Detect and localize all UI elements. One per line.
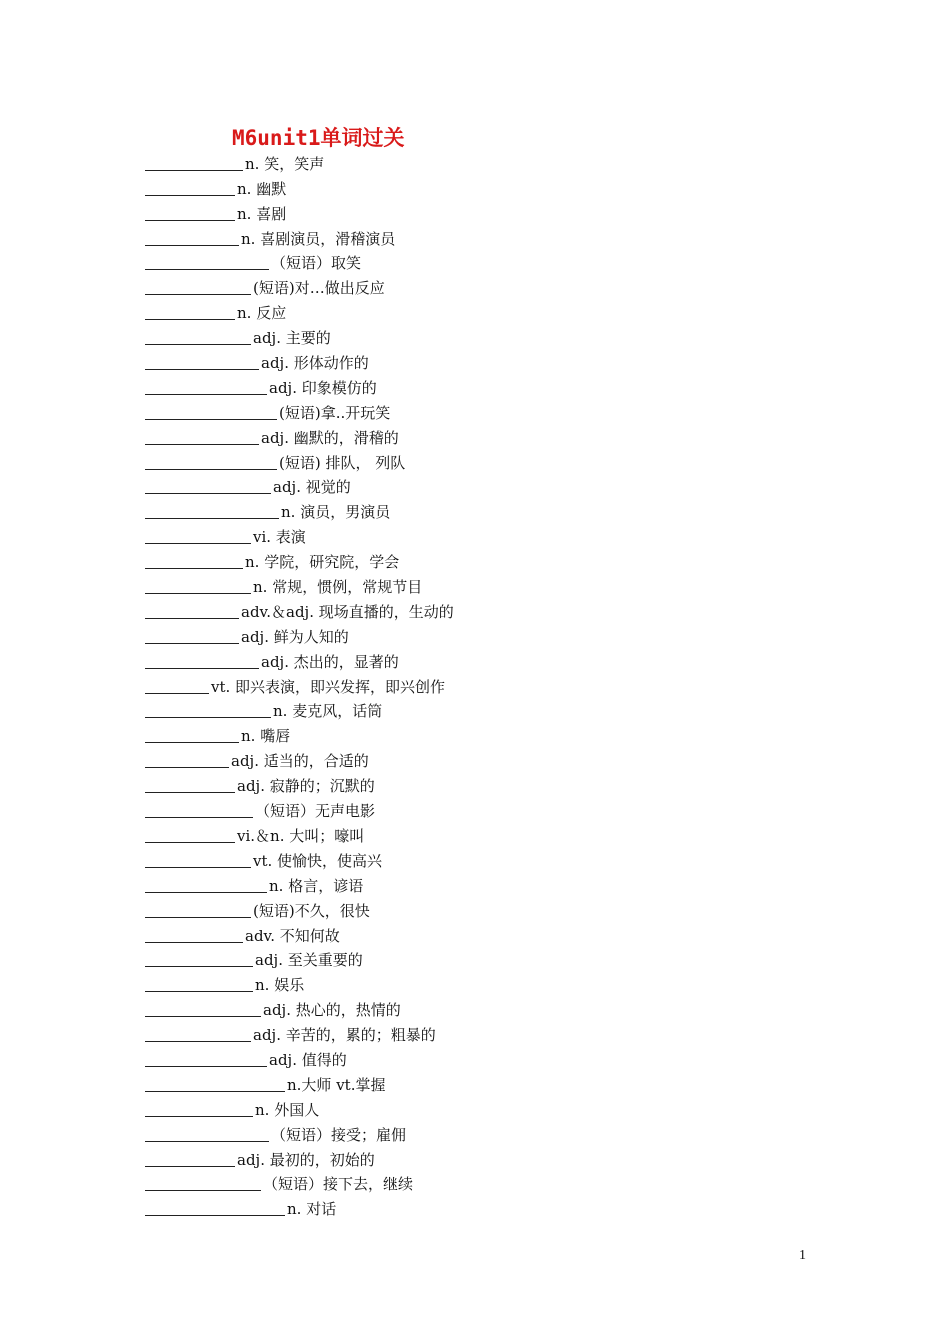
vocab-definition: adj. 杰出的，显著的 (261, 652, 399, 671)
vocab-item (145, 621, 454, 646)
answer-blank[interactable] (145, 577, 251, 594)
answer-blank[interactable] (145, 1050, 267, 1067)
answer-blank[interactable] (145, 328, 251, 345)
vocab-item (145, 148, 454, 173)
vocab-definition: （短语）接下去，继续 (263, 1175, 414, 1194)
vocab-definition: adj. 值得的 (269, 1050, 347, 1069)
page-number: 1 (799, 1248, 806, 1263)
answer-blank[interactable] (145, 926, 243, 943)
vocab-item (145, 173, 454, 198)
answer-blank[interactable] (145, 1174, 261, 1191)
answer-blank[interactable] (145, 975, 253, 992)
vocab-item (145, 422, 454, 447)
vocab-definition: adv.＆adj. 现场直播的，生动的 (241, 602, 454, 621)
answer-blank[interactable] (145, 701, 271, 718)
answer-blank[interactable] (145, 204, 235, 221)
vocab-definition: n. 常规，惯例，常规节目 (253, 578, 423, 597)
answer-blank[interactable] (145, 652, 259, 669)
vocab-item (145, 1169, 454, 1194)
vocab-definition: （短语）无声电影 (255, 802, 376, 821)
vocab-definition: n. 学院，研究院，学会 (245, 553, 400, 572)
vocab-definition: (短语)不久，很快 (253, 901, 370, 920)
vocab-definition: n. 喜剧 (237, 204, 287, 223)
answer-blank[interactable] (145, 403, 277, 420)
vocab-item (145, 845, 454, 870)
vocab-item (145, 198, 454, 223)
vocab-definition: adv. 不知何故 (245, 926, 340, 945)
vocab-item (145, 820, 454, 845)
vocab-item (145, 1119, 454, 1144)
vocab-definition: n. 娱乐 (255, 976, 305, 995)
answer-blank[interactable] (145, 950, 253, 967)
answer-blank[interactable] (145, 502, 279, 519)
answer-blank[interactable] (145, 1025, 251, 1042)
vocab-item (145, 994, 454, 1019)
vocab-definition: (短语)拿..开玩笑 (279, 403, 391, 422)
answer-blank[interactable] (145, 253, 269, 270)
vocab-item (145, 945, 454, 970)
vocab-item (145, 1019, 454, 1044)
vocab-item (145, 248, 454, 273)
vocab-item (145, 521, 454, 546)
vocab-definition: adj. 适当的，合适的 (231, 752, 369, 771)
vocab-definition: n. 幽默 (237, 179, 287, 198)
answer-blank[interactable] (145, 353, 259, 370)
vocab-item (145, 1193, 454, 1218)
answer-blank[interactable] (145, 851, 251, 868)
vocab-definition: （短语）取笑 (271, 254, 362, 273)
answer-blank[interactable] (145, 1000, 261, 1017)
vocab-item (145, 571, 454, 596)
answer-blank[interactable] (145, 677, 209, 694)
answer-blank[interactable] (145, 378, 267, 395)
vocab-definition: vt. 使愉快，使高兴 (253, 851, 383, 870)
vocab-definition: n. 喜剧演员，滑稽演员 (241, 229, 396, 248)
vocab-definition: vi. 表演 (253, 528, 306, 547)
vocab-item (145, 720, 454, 745)
vocab-item (145, 272, 454, 297)
vocab-definition: n. 反应 (237, 304, 287, 323)
answer-blank[interactable] (145, 776, 235, 793)
vocab-item (145, 397, 454, 422)
answer-blank[interactable] (145, 876, 267, 893)
vocab-item (145, 870, 454, 895)
answer-blank[interactable] (145, 428, 259, 445)
vocab-item (145, 1044, 454, 1069)
answer-blank[interactable] (145, 278, 251, 295)
vocab-definition: n. 演员，男演员 (281, 503, 391, 522)
vocab-definition: adj. 最初的，初始的 (237, 1150, 375, 1169)
vocab-item (145, 795, 454, 820)
answer-blank[interactable] (145, 154, 243, 171)
vocab-item (145, 1144, 454, 1169)
answer-blank[interactable] (145, 1100, 253, 1117)
vocab-definition: adj. 寂静的；沉默的 (237, 777, 375, 796)
vocab-definition: adj. 鲜为人知的 (241, 627, 349, 646)
vocab-list (145, 148, 454, 1218)
vocab-definition: adj. 主要的 (253, 329, 331, 348)
vocab-definition: (短语) 排队， 列队 (279, 453, 406, 472)
vocab-item (145, 596, 454, 621)
vocab-item (145, 969, 454, 994)
vocab-definition: n. 嘴唇 (241, 727, 291, 746)
vocab-definition: （短语）接受；雇佣 (271, 1125, 407, 1144)
vocab-definition: adj. 至关重要的 (255, 951, 363, 970)
vocab-definition: vi.＆n. 大叫；嚎叫 (237, 826, 365, 845)
vocab-definition: n. 外国人 (255, 1100, 320, 1119)
vocab-definition: adj. 形体动作的 (261, 354, 369, 373)
page-title: M6unit1单词过关 (232, 126, 405, 150)
answer-blank[interactable] (145, 303, 235, 320)
vocab-definition: (短语)对…做出反应 (253, 279, 385, 298)
vocab-item (145, 646, 454, 671)
vocab-definition: vt. 即兴表演，即兴发挥，即兴创作 (211, 677, 446, 696)
vocab-item (145, 671, 454, 696)
answer-blank[interactable] (145, 477, 271, 494)
vocab-definition: n. 笑，笑声 (245, 154, 325, 173)
answer-blank[interactable] (145, 527, 251, 544)
vocab-item (145, 347, 454, 372)
answer-blank[interactable] (145, 453, 277, 470)
vocab-item (145, 1094, 454, 1119)
vocab-item (145, 472, 454, 497)
vocab-definition: n. 麦克风，话筒 (273, 702, 383, 721)
vocab-definition: adj. 幽默的，滑稽的 (261, 428, 399, 447)
answer-blank[interactable] (145, 726, 239, 743)
vocab-definition: n.大师 vt.掌握 (287, 1075, 386, 1094)
vocab-definition: adj. 热心的，热情的 (263, 1001, 401, 1020)
vocab-definition: adj. 印象模仿的 (269, 378, 377, 397)
vocab-item (145, 770, 454, 795)
vocab-definition: n. 格言，谚语 (269, 876, 364, 895)
answer-blank[interactable] (145, 229, 239, 246)
vocab-item (145, 895, 454, 920)
vocab-item (145, 546, 454, 571)
answer-blank[interactable] (145, 602, 239, 619)
answer-blank[interactable] (145, 901, 251, 918)
answer-blank[interactable] (145, 1199, 285, 1216)
vocab-definition: adj. 视觉的 (273, 478, 351, 497)
answer-blank[interactable] (145, 552, 243, 569)
vocab-item (145, 322, 454, 347)
vocab-item (145, 297, 454, 322)
vocab-item (145, 496, 454, 521)
answer-blank[interactable] (145, 179, 235, 196)
answer-blank[interactable] (145, 1150, 235, 1167)
answer-blank[interactable] (145, 1075, 285, 1092)
vocab-item (145, 1069, 454, 1094)
vocab-item (145, 745, 454, 770)
vocab-item (145, 447, 454, 472)
vocab-definition: n. 对话 (287, 1200, 337, 1219)
answer-blank[interactable] (145, 801, 253, 818)
answer-blank[interactable] (145, 751, 229, 768)
vocab-item (145, 920, 454, 945)
vocab-item (145, 223, 454, 248)
answer-blank[interactable] (145, 1125, 269, 1142)
vocab-item (145, 372, 454, 397)
answer-blank[interactable] (145, 627, 239, 644)
vocab-item (145, 696, 454, 721)
answer-blank[interactable] (145, 826, 235, 843)
vocab-definition: adj. 辛苦的，累的；粗暴的 (253, 1026, 436, 1045)
